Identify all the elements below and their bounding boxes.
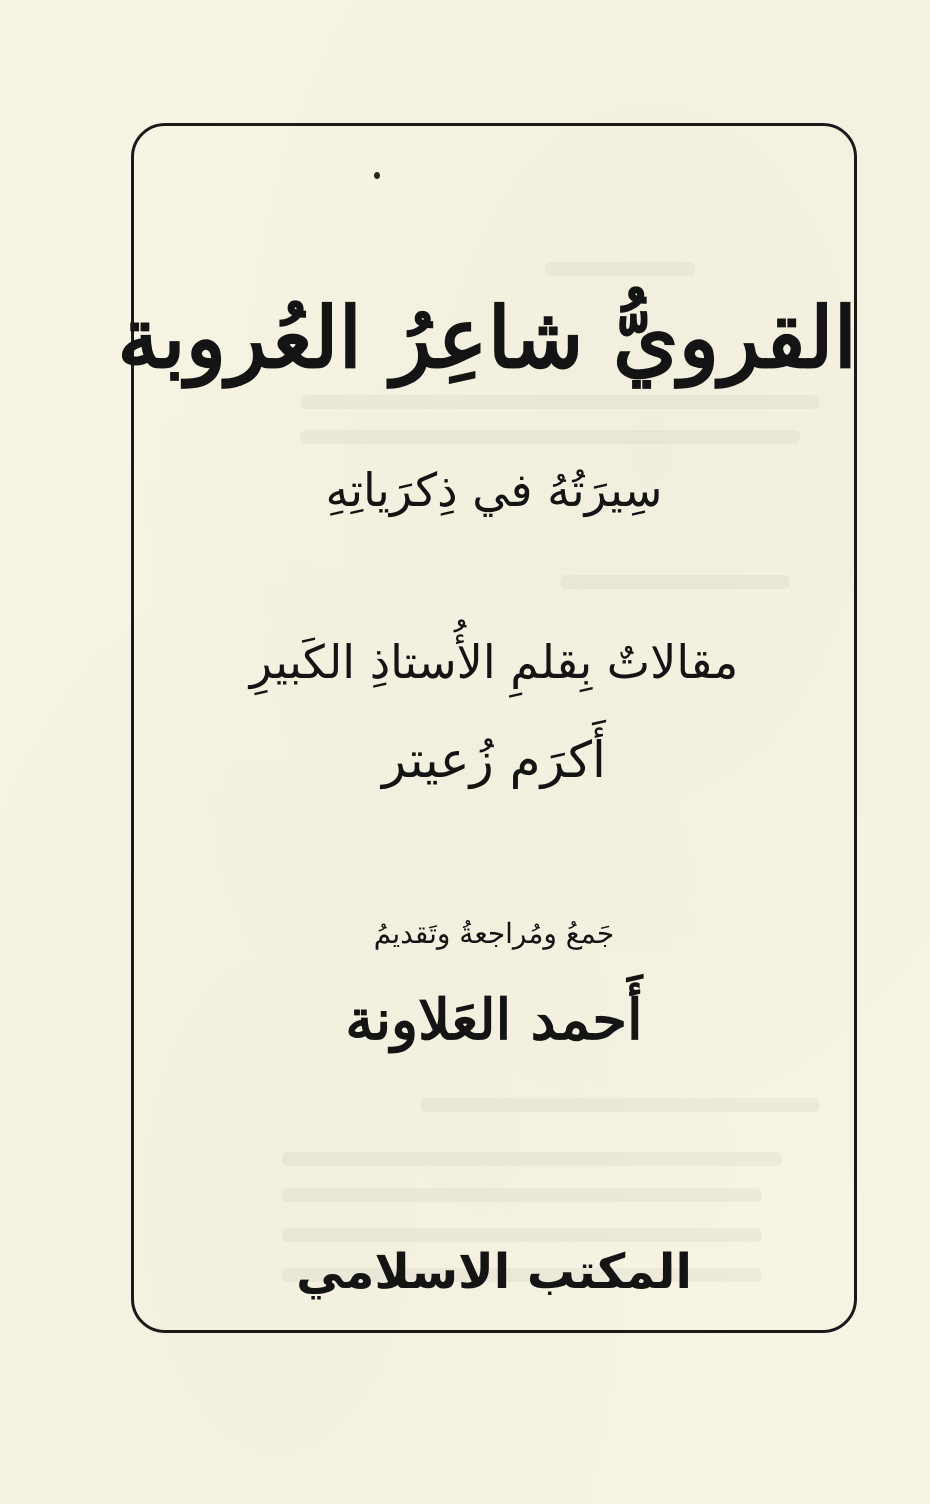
byline: مقالاتٌ بِقلمِ الأُستاذِ الكَبيرِ [249, 635, 739, 689]
book-subtitle: سِيرَتُهُ في ذِكرَياتِهِ [325, 463, 663, 517]
editor-credit-label: جَمعُ ومُراجعةُ وتَقديمُ [373, 917, 615, 950]
author-name: أَكرَم زُعيتر [382, 731, 606, 789]
publisher-name: المكتب الاسلامي [296, 1244, 692, 1300]
book-title: القرويُّ شاعِرُ العُروبة [117, 288, 857, 387]
editor-name: أَحمد العَلاونة [345, 987, 643, 1053]
